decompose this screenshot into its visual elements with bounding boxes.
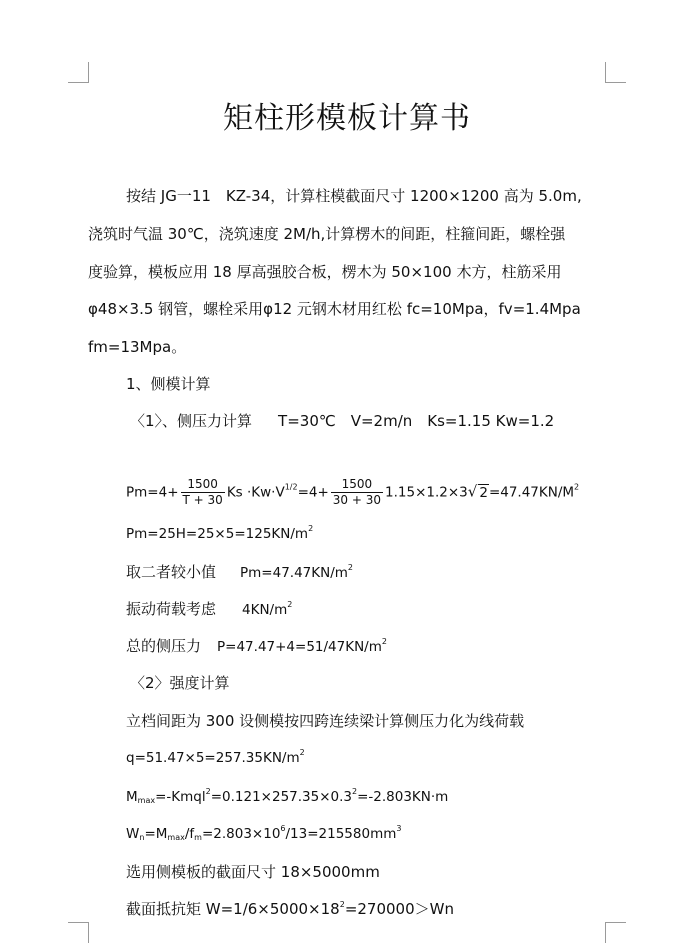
sqrt-icon: √: [467, 482, 478, 501]
section-modulus-line: [126, 898, 454, 919]
pm-25h-line: [126, 524, 313, 542]
formula-mid: Ks ·Kw·V: [226, 484, 285, 501]
moment-part-a-exponent: 2: [205, 787, 211, 796]
vibration-load-value: 4KN/m: [242, 602, 288, 618]
min-value-value: Pm=47.47KN/m: [240, 565, 348, 581]
corner-mark-bottom-left: [68, 922, 89, 943]
vibration-load-exponent: 2: [287, 600, 293, 609]
wn-part-b-subscript: m: [194, 833, 202, 842]
moment-subscript: max: [137, 796, 156, 805]
fraction-2: [331, 477, 383, 508]
intro-line-2: 浇筑时气温 30℃，浇筑速度 2M/h,计算楞木的间距，柱箍间距，螺栓强: [88, 225, 566, 243]
section-modulus-exponent: 2: [339, 900, 345, 909]
intro-line-1: 按结 JG一11 KZ-34，计算柱模截面尺寸 1200×1200 高为 5.0m,: [126, 187, 582, 205]
formula-lead: Pm=4+: [126, 484, 179, 501]
formula-tail-1: 1.15×1.2×3: [385, 484, 468, 501]
section-modulus-part-b: =270000＞Wn: [344, 900, 454, 918]
section-size-line: 选用侧模板的截面尺寸 18×5000mm: [126, 863, 380, 881]
pm-25h-exponent: 2: [308, 524, 314, 533]
pm-25h-text: Pm=25H=25×5=125KN/m: [126, 526, 309, 542]
intro-line-4: φ48×3.5 钢管，螺栓采用φ12 元钢木材用红松 fc=10Mpa，fv=1.4Mpa: [88, 300, 581, 318]
wn-line: [126, 824, 401, 842]
section-1-heading: 1、侧模计算: [126, 375, 211, 393]
wn-subscript: n: [139, 833, 145, 842]
formula-eq2: =4+: [297, 484, 329, 501]
sqrt-argument: 2: [479, 484, 488, 501]
pressure-formula: [126, 477, 579, 508]
pressure-calc-label: 〈1〉、侧压力计算: [130, 412, 253, 430]
fraction-2-numerator: 1500: [331, 477, 383, 493]
wn-part-d-exponent: 3: [396, 824, 402, 833]
total-pressure-exponent: 2: [381, 637, 387, 646]
q-line-text: q=51.47×5=257.35KN/m: [126, 750, 300, 766]
fraction-2-denominator: 30 + 30: [332, 493, 382, 507]
corner-mark-top-right: [605, 62, 626, 83]
fraction-1: [181, 477, 225, 508]
corner-mark-top-left: [68, 62, 89, 83]
moment-symbol: M: [126, 789, 138, 805]
document-title: 矩柱形模板计算书: [223, 101, 471, 136]
total-pressure-label: 总的侧压力: [126, 637, 202, 655]
pressure-params: T=30℃ V=2m/n Ks=1.15 Kw=1.2: [278, 412, 555, 430]
vibration-load-label: 振动荷载考虑: [126, 600, 217, 618]
wn-part-c-exponent: 6: [280, 824, 286, 833]
section-1-sub: [130, 410, 554, 431]
wn-part-b: /f: [184, 826, 195, 842]
min-value-line: [126, 561, 353, 582]
formula-tail-exponent: 2: [574, 482, 580, 492]
moment-part-a: =-Kmql: [155, 789, 206, 805]
q-line: [126, 748, 305, 766]
total-pressure-value: P=47.47+4=51/47KN/m: [217, 639, 382, 655]
total-pressure-line: [126, 635, 387, 656]
wn-symbol: W: [126, 826, 140, 842]
vibration-load-line: [126, 598, 292, 619]
section-2-heading: 〈2〉强度计算: [130, 674, 230, 692]
section-modulus-part-a: 截面抵抗矩 W=1/6×5000×18: [126, 900, 340, 918]
min-value-exponent: 2: [347, 563, 354, 572]
moment-line: [126, 787, 448, 805]
moment-part-b: =0.121×257.35×0.3: [210, 789, 352, 805]
q-line-exponent: 2: [299, 748, 305, 757]
moment-part-c: =-2.803KN·m: [357, 789, 449, 805]
wn-part-a-subscript: max: [167, 833, 185, 842]
fraction-1-denominator: T + 30: [182, 493, 223, 507]
section-2-text: 立档间距为 300 设侧模按四跨连续梁计算侧压力化为线荷载: [126, 712, 525, 730]
formula-tail-2: =47.47KN/M: [488, 484, 575, 501]
moment-part-b-exponent: 2: [352, 787, 358, 796]
corner-mark-bottom-right: [605, 922, 626, 943]
wn-part-d: /13=215580mm: [285, 826, 397, 842]
intro-line-3: 度验算，模板应用 18 厚高强胶合板，楞木为 50×100 木方，柱筋采用: [88, 263, 562, 281]
formula-v-exponent: 1/2: [284, 482, 298, 492]
wn-part-a: =M: [144, 826, 168, 842]
intro-line-5: fm=13Mpa。: [88, 338, 187, 356]
min-value-label: 取二者较小值: [126, 563, 217, 581]
wn-part-c: =2.803×10: [201, 826, 281, 842]
fraction-1-numerator: 1500: [181, 477, 225, 493]
